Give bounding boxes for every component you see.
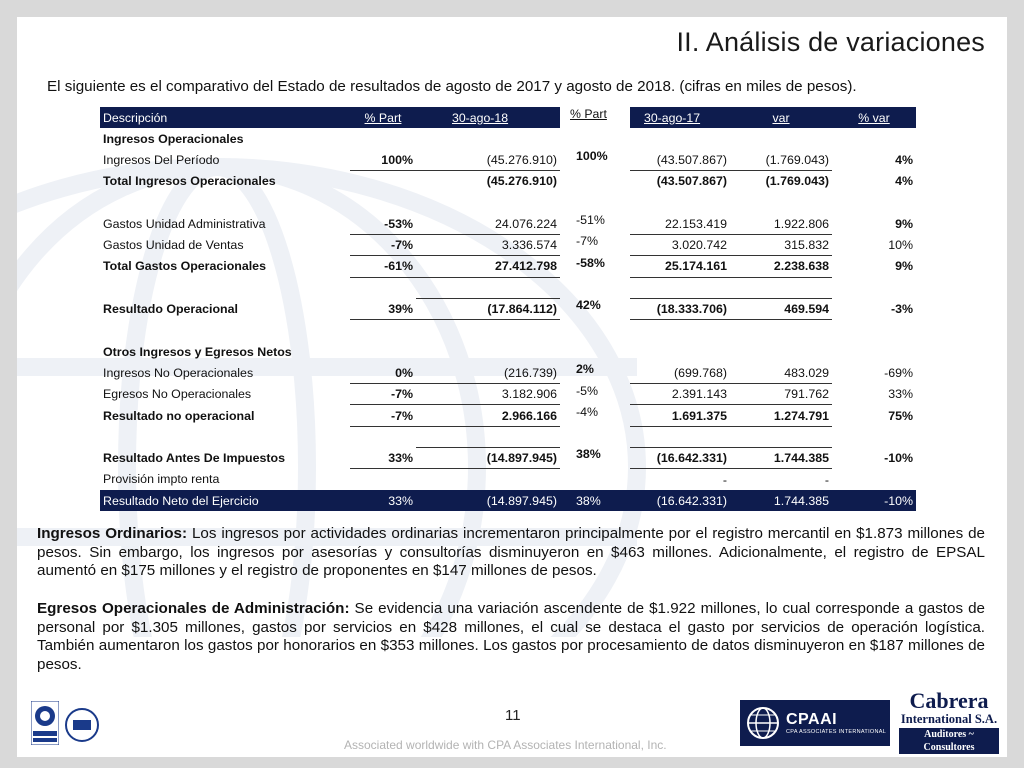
cell-desc xyxy=(100,426,350,447)
cell-var: (1.769.043) xyxy=(765,152,829,167)
cell-v18: 3.182.906 xyxy=(416,384,560,405)
cell-v17 xyxy=(630,128,730,149)
cell-pvar xyxy=(832,426,916,447)
table-row xyxy=(100,384,916,405)
cell-pvar: -10% xyxy=(884,451,913,466)
cell-v18: 3.336.574 xyxy=(416,234,560,255)
table-row xyxy=(100,447,916,468)
cell-pvar xyxy=(832,469,916,490)
cell-v18 xyxy=(416,320,560,341)
cell-v18: 2.966.166 xyxy=(416,405,560,426)
cell-v18: (45.276.910) xyxy=(486,152,557,167)
cell-var xyxy=(730,426,832,447)
cell-p17: 38% xyxy=(560,490,630,511)
table-header-row xyxy=(100,107,916,128)
table-row xyxy=(100,426,916,447)
cell-v17: 2.391.143 xyxy=(630,384,730,405)
cell-v18 xyxy=(416,426,560,447)
table-row xyxy=(100,469,916,490)
cell-pvar: -10% xyxy=(832,490,916,511)
cell-desc: Gastos Unidad de Ventas xyxy=(103,238,244,253)
table-row xyxy=(100,213,916,234)
cell-v17 xyxy=(630,192,730,213)
cell-desc: Resultado Operacional xyxy=(103,302,238,317)
cell-v18: (17.864.112) xyxy=(416,298,560,319)
cell-pvar: 33% xyxy=(888,387,913,402)
cpaai-subtitle: CPA ASSOCIATES INTERNATIONAL xyxy=(786,729,887,735)
cell-var xyxy=(730,277,832,298)
cabrera-logo xyxy=(897,688,1001,753)
cell-p18 xyxy=(350,469,416,490)
cell-p18 xyxy=(350,277,416,298)
cell-v18 xyxy=(416,192,560,213)
cell-v17 xyxy=(630,426,730,447)
cabrera-name: Cabrera xyxy=(909,688,989,713)
cell-p18: -61% xyxy=(350,256,416,277)
cell-v18: (45.276.910) xyxy=(416,171,560,192)
cell-v17: 22.153.419 xyxy=(630,213,730,234)
cell-desc: Total Ingresos Operacionales xyxy=(103,174,276,189)
cell-var: 2.238.638 xyxy=(730,256,832,277)
table-row xyxy=(100,405,916,426)
cell-var: - xyxy=(824,472,829,487)
cell-var xyxy=(730,192,832,213)
cell-p18: 100% xyxy=(350,149,416,170)
cell-p17 xyxy=(560,426,630,447)
income-statement-table xyxy=(100,107,916,511)
col-header-descripcion: Descripción xyxy=(100,107,350,128)
col-header-ago-17: 30-ago-17 xyxy=(630,107,730,128)
cell-v18 xyxy=(416,128,560,149)
cell-pvar: 9% xyxy=(895,259,913,274)
cell-p18 xyxy=(350,192,416,213)
cell-var: (1.769.043) xyxy=(730,171,832,192)
cell-var: 1.274.791 xyxy=(730,405,832,426)
paragraph-text: Los ingresos por actividades ordinarias incrementaron principalmente por el registro mercantil en $1.873 millones de pesos. Sin embargo, los ingresos por asesorías y consultorías disminuyeron en $463 millones. Adicionalmente, el registro de EPSAL aumentó en $175 millones y el registro de proponentes en $147 millones de pesos. xyxy=(37,525,985,580)
table-row xyxy=(100,320,916,341)
cell-p17: 38% xyxy=(576,447,601,462)
cell-desc: Provisión impto renta xyxy=(103,472,220,487)
footer-text: Associated worldwide with CPA Associates International, Inc. xyxy=(344,738,667,752)
cell-p17: -4% xyxy=(576,404,599,419)
col-header-ago-18: 30-ago-18 xyxy=(416,107,560,128)
cell-p17 xyxy=(560,171,630,192)
cell-var: 1.744.385 xyxy=(730,447,832,468)
paragraph-text: Se evidencia una variación ascendente de $1.922 millones, lo cual corresponde a gastos de personal por $1.305 millones, gastos por servicios en $428 millones, el cual se destaca el gasto por servicios de operación logística. También aumentaron los gastos por honorarios en $353 millones. Los gastos por procesamiento de datos disminuyeron en $187 millones de pesos. xyxy=(37,600,985,673)
cell-var: 1.922.806 xyxy=(730,213,832,234)
cell-p18: -53% xyxy=(350,213,416,234)
iqnet-certification-logo xyxy=(65,707,99,743)
cell-var xyxy=(730,341,832,362)
cell-var: 315.832 xyxy=(730,234,832,255)
cell-v17 xyxy=(630,320,730,341)
col-header-part-17: % Part xyxy=(560,107,630,128)
cpaai-name: CPAAI xyxy=(786,711,838,728)
cell-v17: (43.507.867) xyxy=(630,171,730,192)
slide xyxy=(17,17,1007,757)
cell-p17: 2% xyxy=(576,362,594,377)
cell-pvar: 4% xyxy=(895,174,913,189)
cell-pvar: 4% xyxy=(895,152,913,167)
cell-pvar: -3% xyxy=(890,302,913,317)
cell-desc xyxy=(100,192,350,213)
cell-p18 xyxy=(350,341,416,362)
iso-certification-logo xyxy=(31,701,59,745)
paragraph-ingresos-ordinarios xyxy=(37,525,985,581)
cell-desc: Resultado Antes De Impuestos xyxy=(103,451,285,466)
table-row xyxy=(100,192,916,213)
cell-desc: Ingresos Del Período xyxy=(103,152,220,167)
table-row xyxy=(100,490,916,511)
table-row xyxy=(100,341,916,362)
globe-icon xyxy=(746,706,780,740)
cell-pvar xyxy=(832,320,916,341)
table-row xyxy=(100,256,916,277)
table-row xyxy=(100,298,916,319)
intro-text: El siguiente es el comparativo del Estado de resultados de agosto de 2017 y agosto de 2018. (cifras en miles de pesos). xyxy=(47,78,857,95)
table-row xyxy=(100,277,916,298)
cell-desc: Ingresos No Operacionales xyxy=(103,365,254,380)
paragraph-egresos-administracion xyxy=(37,600,985,674)
cell-v17: (16.642.331) xyxy=(630,490,730,511)
page-number: 11 xyxy=(505,707,521,724)
cell-pvar xyxy=(832,341,916,362)
cell-p18: -7% xyxy=(350,384,416,405)
cell-desc: Egresos No Operacionales xyxy=(103,387,252,402)
cell-pvar xyxy=(832,128,916,149)
cell-p17 xyxy=(560,277,630,298)
cell-v18: (216.739) xyxy=(416,362,560,383)
col-header-pct-var: % var xyxy=(832,107,916,128)
cell-p18: -7% xyxy=(350,405,416,426)
cell-v17 xyxy=(630,341,730,362)
cell-p18 xyxy=(350,171,416,192)
cell-v17: - xyxy=(722,472,727,487)
cell-var: 469.594 xyxy=(730,298,832,319)
cell-v17: 25.174.161 xyxy=(630,256,730,277)
cell-v17: (18.333.706) xyxy=(630,298,730,319)
cell-desc: Total Gastos Operacionales xyxy=(103,259,266,274)
cabrera-subtitle: International S.A. xyxy=(900,712,998,726)
cell-p17: -7% xyxy=(576,234,599,249)
cell-p18: 0% xyxy=(350,362,416,383)
cell-p18 xyxy=(350,128,416,149)
cell-p17: -51% xyxy=(576,213,605,228)
cpaai-logo xyxy=(740,700,890,746)
cell-v17 xyxy=(630,277,730,298)
cell-v18: 27.412.798 xyxy=(416,256,560,277)
cell-p17 xyxy=(560,469,630,490)
col-header-part-18: % Part xyxy=(350,107,416,128)
paragraph-label: Ingresos Ordinarios: xyxy=(37,525,188,542)
table-row xyxy=(100,149,916,170)
cell-p18: 33% xyxy=(350,490,416,511)
cell-desc xyxy=(100,277,350,298)
cell-pvar xyxy=(832,277,916,298)
cell-p17 xyxy=(560,341,630,362)
cell-p17: -5% xyxy=(576,383,599,398)
cell-pvar: 9% xyxy=(895,216,913,231)
cell-p18 xyxy=(350,320,416,341)
cell-var xyxy=(730,128,832,149)
cell-v17: 1.691.375 xyxy=(630,405,730,426)
table-row xyxy=(100,234,916,255)
cell-pvar: 10% xyxy=(888,238,913,253)
cell-var: 483.029 xyxy=(730,362,832,383)
cell-desc: Resultado Neto del Ejercicio xyxy=(100,490,350,511)
cell-desc: Gastos Unidad Administrativa xyxy=(103,216,266,231)
cell-pvar xyxy=(832,192,916,213)
cell-desc: Ingresos Operacionales xyxy=(103,131,244,146)
cell-desc xyxy=(100,320,350,341)
cell-p17: -58% xyxy=(576,255,605,270)
page-title: II. Análisis de variaciones xyxy=(676,27,985,57)
table-row xyxy=(100,128,916,149)
cell-var xyxy=(730,320,832,341)
col-header-var: var xyxy=(730,107,832,128)
table-row xyxy=(100,362,916,383)
cell-p17 xyxy=(560,192,630,213)
cell-p17 xyxy=(560,320,630,341)
cell-v18 xyxy=(416,341,560,362)
cabrera-tagline: Auditores ~ Consultores xyxy=(899,728,999,754)
cell-desc: Otros Ingresos y Egresos Netos xyxy=(103,344,292,359)
cell-p18: 39% xyxy=(350,298,416,319)
cell-v17: 3.020.742 xyxy=(630,234,730,255)
cell-p18: 33% xyxy=(350,447,416,468)
cell-v18: 24.076.224 xyxy=(416,213,560,234)
cell-v17: (16.642.331) xyxy=(630,447,730,468)
cell-p17: 100% xyxy=(576,149,608,164)
cell-pvar: -69% xyxy=(884,365,913,380)
cell-v18 xyxy=(416,277,560,298)
cell-var: 791.762 xyxy=(730,384,832,405)
cell-v17: (699.768) xyxy=(630,362,730,383)
cell-var: 1.744.385 xyxy=(730,490,832,511)
cell-p18 xyxy=(350,426,416,447)
paragraph-label: Egresos Operacionales de Administración: xyxy=(37,600,350,617)
cell-p18: -7% xyxy=(350,234,416,255)
cell-v18: (14.897.945) xyxy=(416,447,560,468)
cell-desc: Resultado no operacional xyxy=(103,408,255,423)
cell-v18 xyxy=(416,469,560,490)
cell-v17: (43.507.867) xyxy=(630,149,730,170)
cell-p17 xyxy=(560,128,630,149)
cell-p17: 42% xyxy=(576,298,601,313)
cell-v18: (14.897.945) xyxy=(416,490,560,511)
table-row xyxy=(100,171,916,192)
cell-pvar: 75% xyxy=(888,408,913,423)
